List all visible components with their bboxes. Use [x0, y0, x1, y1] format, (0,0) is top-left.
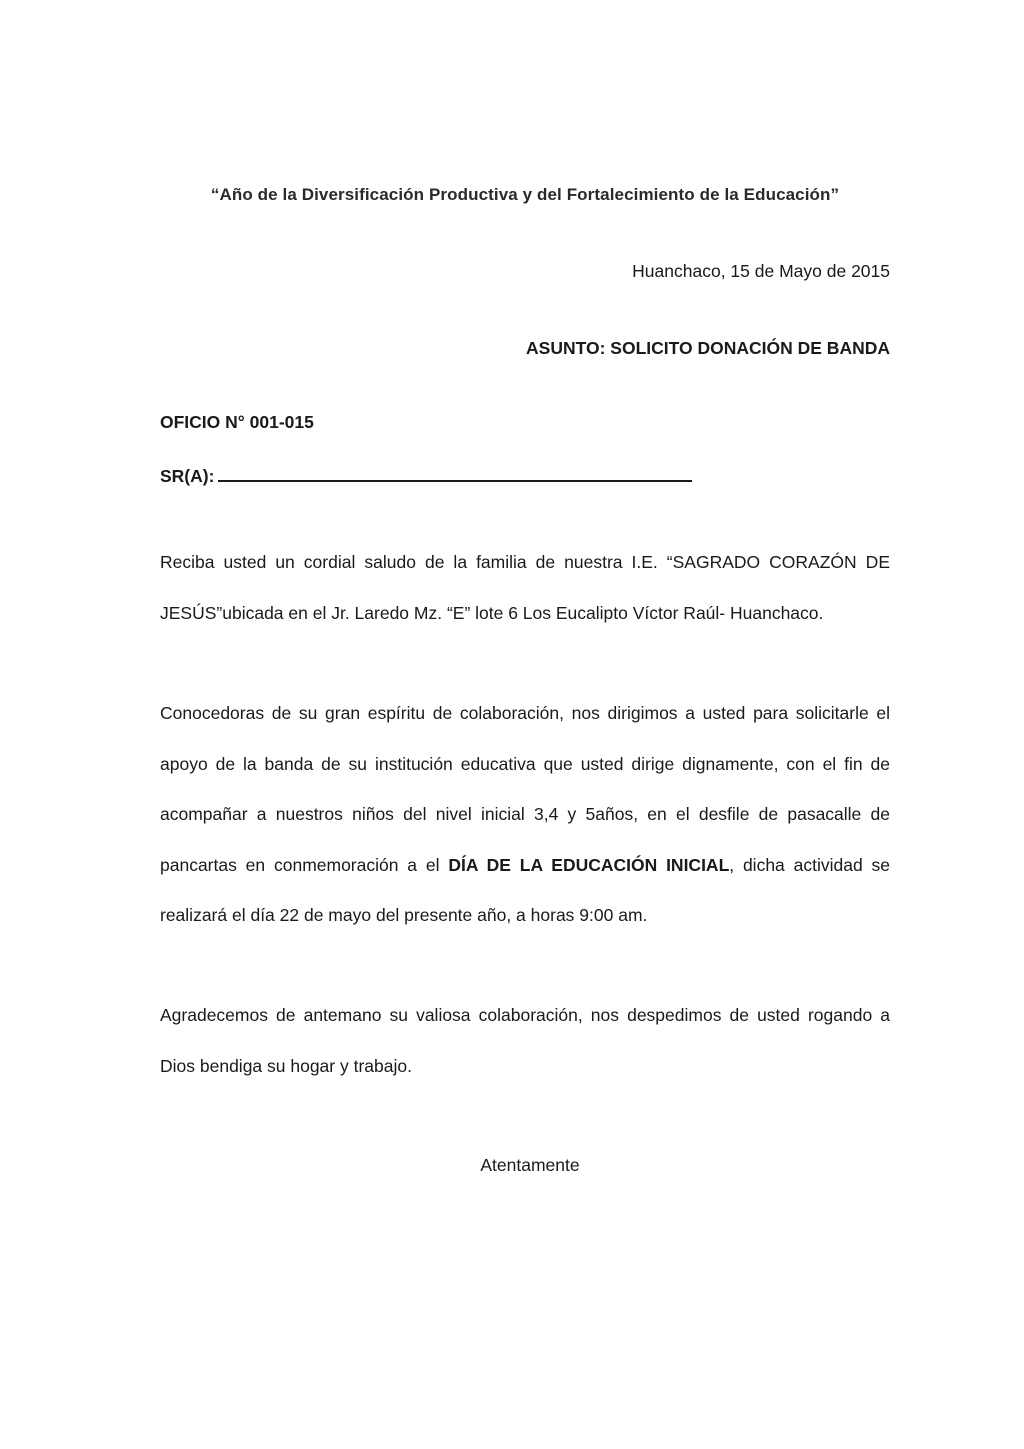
year-motto: “Año de la Diversificación Productiva y del Fortalecimiento de la Educación”: [210, 185, 840, 204]
oficio-number: OFICIO N° 001-015: [160, 412, 314, 432]
paragraph-request: [160, 688, 890, 941]
closing-salutation: Atentamente: [480, 1155, 580, 1175]
paragraph-request-text-2: , dicha actividad se realizará el día 22 de mayo del presente año, a horas 9:00 am.: [160, 854, 890, 925]
recipient-label: SR(A):: [160, 466, 215, 486]
recipient-line: [160, 466, 890, 487]
letter-date: Huanchaco, 15 de Mayo de 2015: [632, 261, 890, 281]
paragraph-request-text-1: Conocedoras de su gran espíritu de colaboración, nos dirigimos a usted para solicitarle el apoyo de la banda de su institución educativa que usted dirige dignamente, con el fin de acompañar a nuestros niños del nivel inicial 3,4 y 5años, en el desfile de pasacalle de pancartas en conmemoración a el: [160, 703, 890, 875]
recipient-blank-line: [218, 466, 692, 482]
letter-subject: ASUNTO: SOLICITO DONACIÓN DE BANDA: [526, 338, 890, 358]
paragraph-greeting: Reciba usted un cordial saludo de la familia de nuestra I.E. “SAGRADO CORAZÓN DE JESÚS”ubicada en el Jr. Laredo Mz. “E” lote 6 Los Eucalipto Víctor Raúl- Huanchaco.: [160, 552, 890, 623]
paragraph-request-event-name: DÍA DE LA EDUCACIÓN INICIAL: [448, 854, 730, 875]
paragraph-thanks: Agradecemos de antemano su valiosa colaboración, nos despedimos de usted rogando a Dios bendiga su hogar y trabajo.: [160, 1005, 890, 1076]
